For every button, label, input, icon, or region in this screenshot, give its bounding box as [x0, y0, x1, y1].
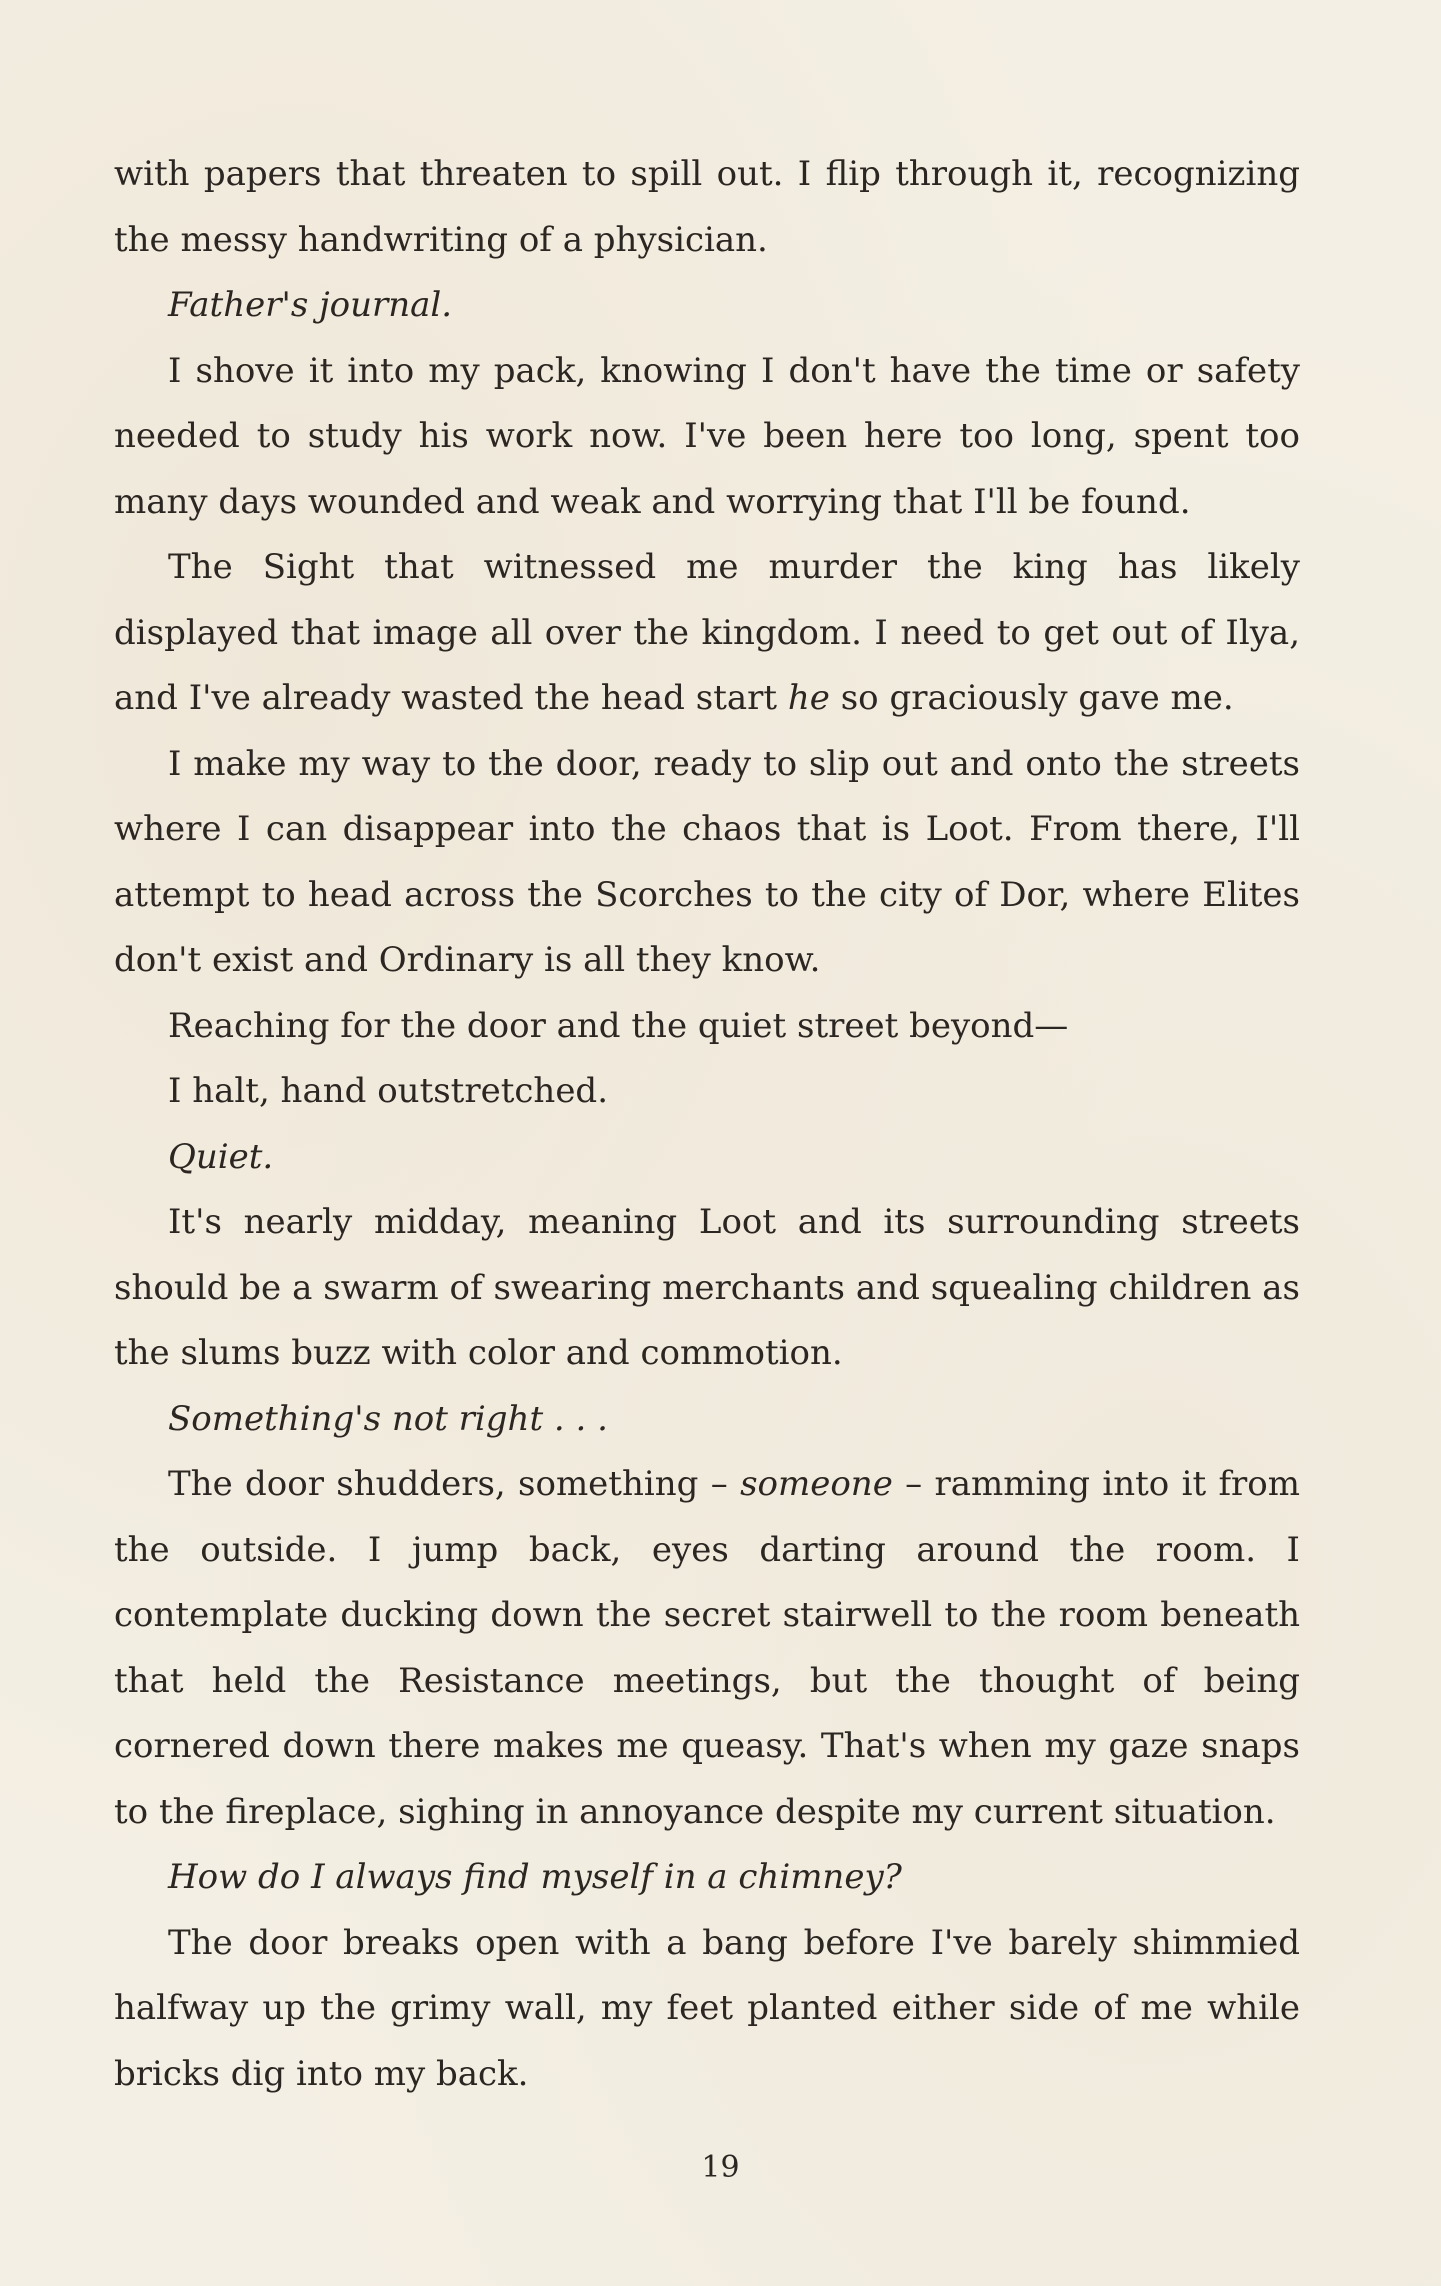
- paragraph-11-start: The door shudders, something –: [168, 1464, 728, 1504]
- paragraph-13: The door breaks open with a bang before I've barely shimmied halfway up the grimy wall, my feet planted either side of me while bricks dig into my back.: [114, 1922, 1300, 2094]
- paragraph-9: It's nearly midday, meaning Loot and its surrounding streets should be a swarm of swearing merchants and squealing children as the slums buzz with color and commotion.: [114, 1202, 1300, 1373]
- body-text: [114, 142, 1300, 2107]
- paragraph-11: [114, 1452, 1300, 1845]
- paragraph-4-end: so graciously gave me.: [840, 678, 1234, 718]
- paragraph-5: I make my way to the door, ready to slip out and onto the streets where I can disappear into the chaos that is Loot. From there, I'll attempt to head across the Scorches to the city of Dor, where Elites don't exist and Ordinary is all they know.: [114, 743, 1300, 980]
- paragraph-12-italic: How do I always find myself in a chimney?: [168, 1857, 902, 1897]
- paragraph-11-end: – ramming into it from the outside. I jump back, eyes darting around the room. I contemplate ducking down the secret stairwell to the room beneath that held the Resistance meetings, but the thought of being cornered down there makes me queasy. That's when my gaze snaps to the fireplace, sighing in annoyance despite my current situation.: [114, 1464, 1300, 1832]
- paragraph-10-italic: Something's not right . . .: [168, 1398, 608, 1439]
- paragraph-8-italic: Quiet.: [168, 1136, 274, 1177]
- paragraph-4-emphasis: he: [787, 678, 830, 718]
- page-number: 19: [701, 2150, 740, 2185]
- paragraph-2-italic: Father's journal.: [168, 285, 453, 325]
- paragraph-7: I halt, hand outstretched.: [168, 1071, 609, 1111]
- paragraph-11-emphasis: someone: [740, 1464, 893, 1504]
- paragraph-1: with papers that threaten to spill out. I flip through it, recognizing the messy handwriting of a physician.: [114, 154, 1300, 260]
- paragraph-3: I shove it into my pack, knowing I don't have the time or safety needed to study his work now. I've been here too long, spent too many days wounded and weak and worrying that I'll be found.: [114, 350, 1300, 522]
- paragraph-6: Reaching for the door and the quiet street beyond—: [168, 1005, 1069, 1046]
- paragraph-4: [114, 535, 1300, 732]
- paragraph-4-start: The Sight that witnessed me murder the king has likely displayed that image all over the kingdom. I need to get out of Ilya, and I've already wasted the head start: [114, 547, 1300, 718]
